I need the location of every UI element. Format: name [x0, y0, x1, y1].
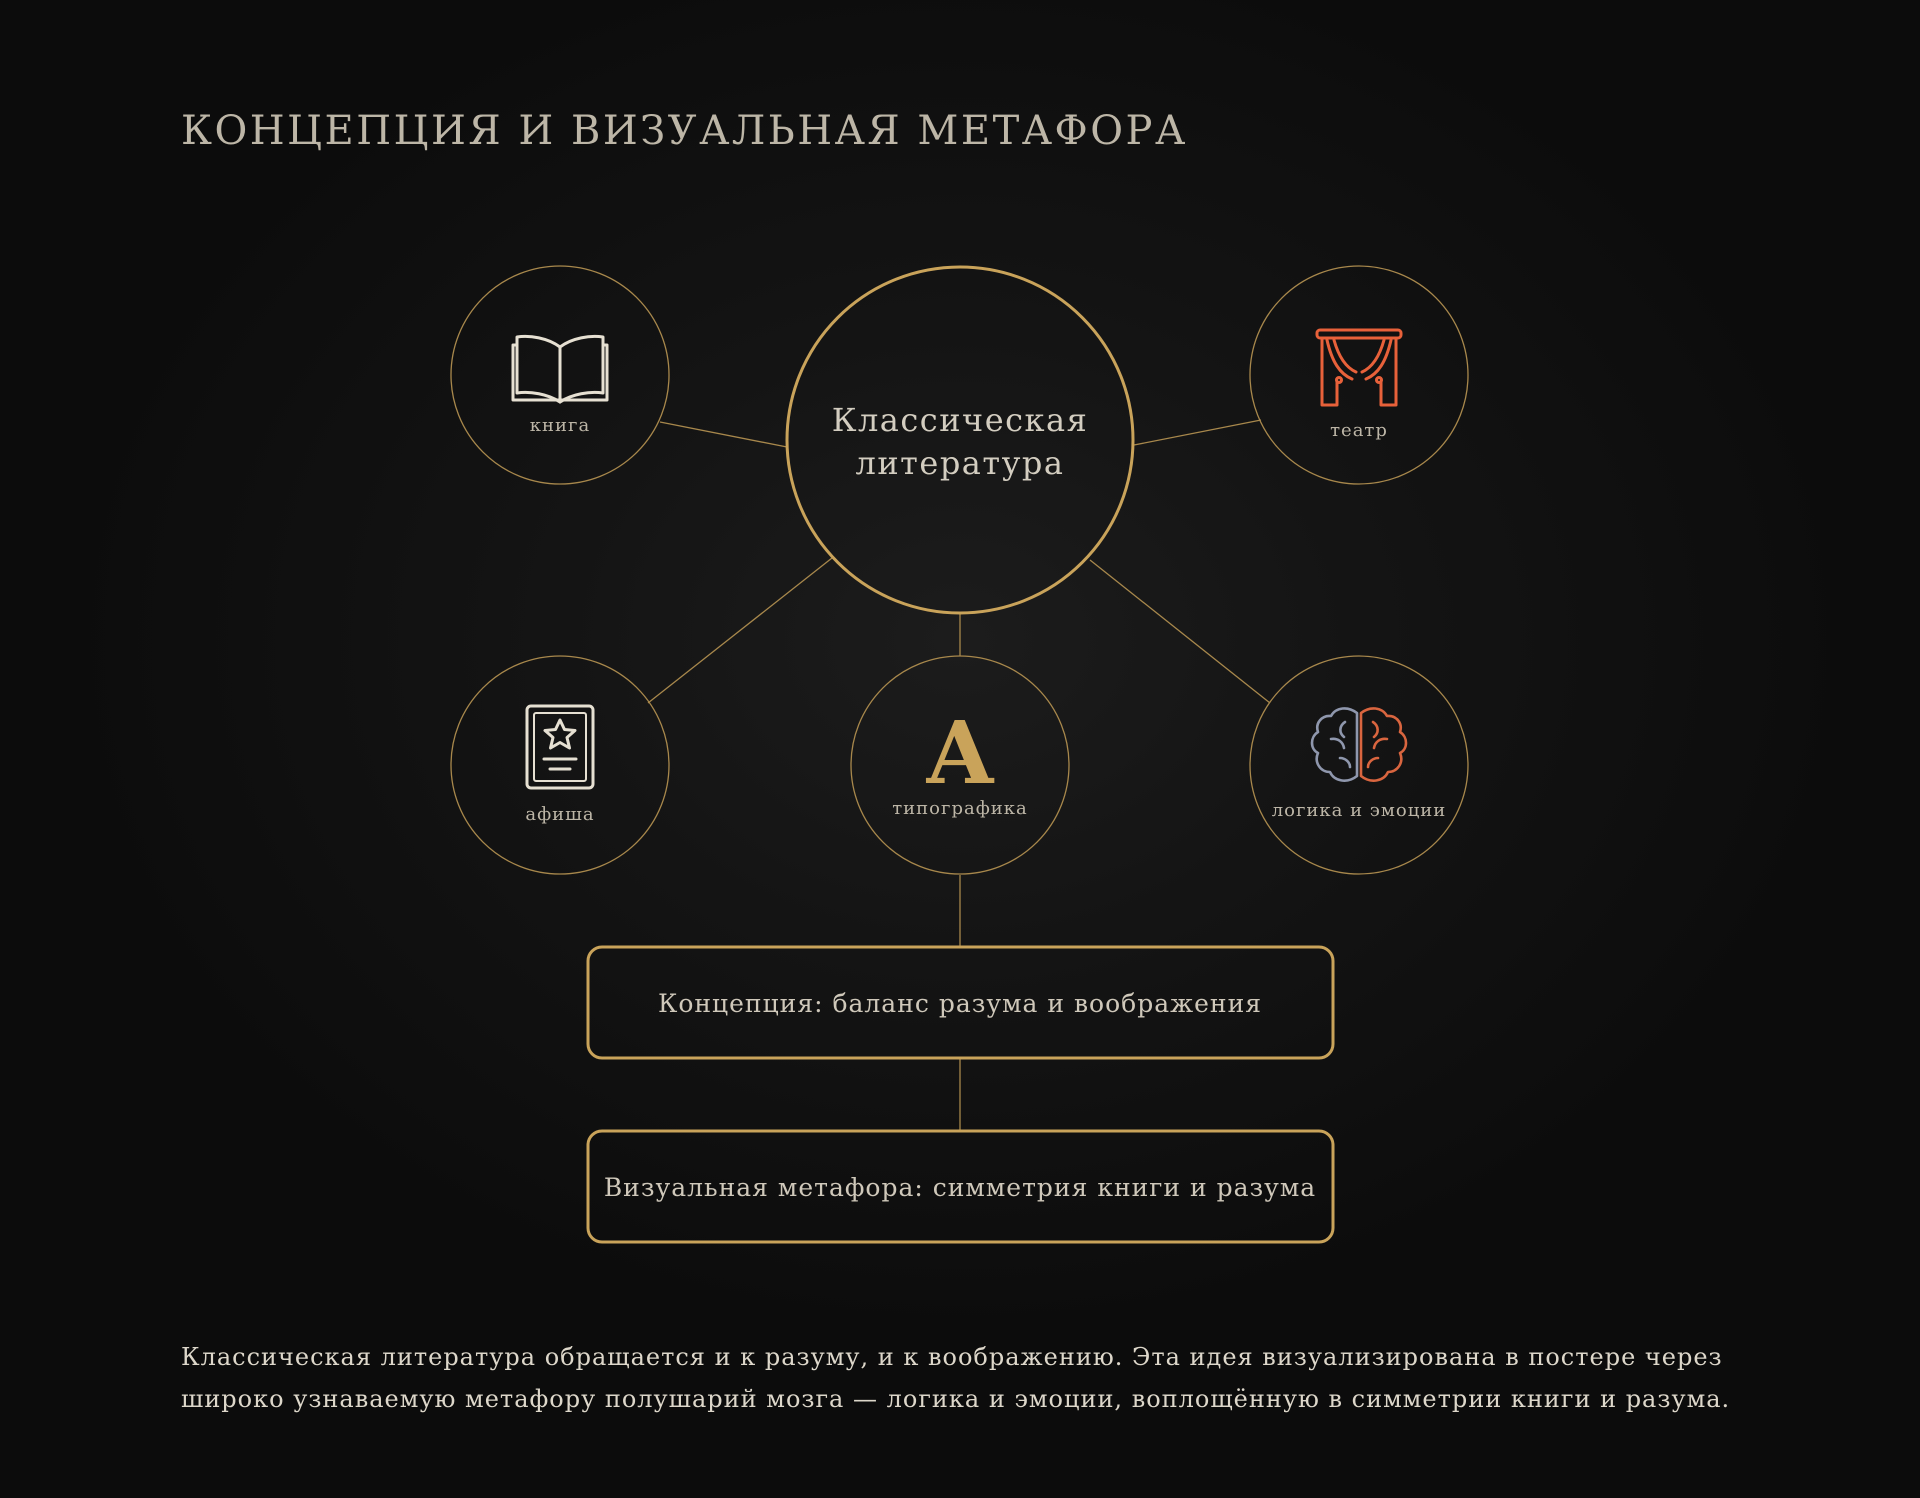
description-line1: Классическая литература обращается и к разуму, и к воображению. Эта идея визуализирована в постере через — [181, 1343, 1723, 1371]
page-title: КОНЦЕПЦИЯ И ВИЗУАЛЬНАЯ МЕТАФОРА — [181, 108, 1188, 154]
description — [181, 1336, 1801, 1420]
concept-box — [588, 947, 1333, 1058]
node-book-label: книга — [529, 415, 591, 436]
connector-theatre — [1134, 420, 1261, 445]
connector-poster — [648, 558, 832, 703]
node-poster — [451, 656, 669, 874]
metaphor-box — [588, 1131, 1333, 1242]
metaphor-box-label: Визуальная метафора: симметрия книги и разума — [603, 1173, 1317, 1202]
center-node — [787, 267, 1133, 613]
center-label-line2: литература — [855, 444, 1065, 482]
letter-a-icon: A — [926, 703, 994, 804]
node-logic-label: логика и эмоции — [1271, 800, 1447, 821]
node-poster-label: афиша — [525, 804, 595, 825]
node-typography — [851, 656, 1069, 874]
connector-book — [660, 422, 787, 447]
description-line2: широко узнаваемую метафору полушарий мозга — логика и эмоции, воплощённую в симметрии книги и разума. — [181, 1385, 1731, 1413]
open-book-icon — [513, 336, 607, 402]
connector-logic — [1090, 560, 1270, 703]
node-book — [451, 266, 669, 484]
theatre-curtain-icon — [1317, 330, 1401, 405]
node-typography-label: типографика — [892, 798, 1028, 819]
node-logic — [1250, 656, 1468, 874]
node-theatre-label: театр — [1330, 420, 1388, 441]
concept-box-label: Концепция: баланс разума и воображения — [657, 989, 1263, 1018]
poster-star-icon — [527, 706, 593, 788]
node-theatre — [1250, 266, 1468, 484]
center-label-line1: Классическая — [831, 401, 1089, 439]
brain-icon — [1312, 708, 1406, 780]
